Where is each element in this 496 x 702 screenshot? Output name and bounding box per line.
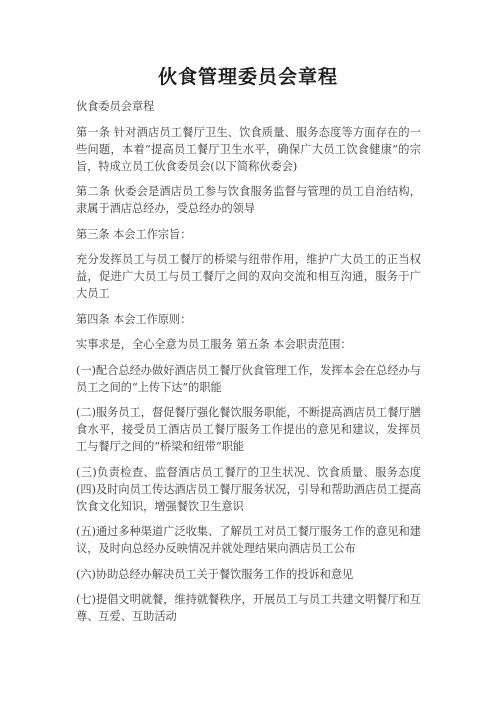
paragraph-article-4-heading: 第四条 本会工作原则： [76,312,192,326]
paragraph-duty-1: (一)配合总经办做好酒店员工餐厅伙食管理工作，发挥本会在总经办与员工之间的“上传下达”的职能 [76,363,421,394]
page-title: 伙食管理委员会章程 [157,66,338,88]
paragraph-duty-7: (七)提倡文明就餐，维持就餐秩序，开展员工与员工共建文明餐厅和互尊、互爱、互助活动 [76,593,421,623]
paragraph-article-4-body: 实事求是，全心全意为员工服务 第五条 本会职责范围： [76,338,352,351]
paragraph-subtitle: 伙食委员会章程 [76,100,155,113]
paragraph-article-2: 第二条 伙委会是酒店员工参与饮食服务监督与管理的员工自治结构，隶属于酒店总经办，受总经办的领导 [76,185,421,215]
paragraph-article-3-heading: 第三条 本会工作宗旨： [76,227,192,241]
paragraph-article-3-body: 充分发挥员工与员工餐厅的桥梁与纽带作用，维护广大员工的正当权益，促进广大员工与员工餐厅之间的双向交流和相互沟通，服务于广大员工 [76,253,421,300]
paragraph-duty-2: (二)服务员工，督促餐厅强化餐饮服务职能，不断提高酒店员工餐厅膳食水平，接受员工酒店员工餐厅服务工作提出的意见和建议，发挥员工与餐厅之间的“桥梁和纽带”职能 [76,406,421,453]
document-body [76,98,421,634]
paragraph-duty-5: (五)通过多种渠道广泛收集、了解员工对员工餐厅服务工作的意见和建议，及时向总经办反映情况并就处理结果向酒店员工公布 [76,525,421,555]
paragraph-article-1: 第一条 针对酒店员工餐厅卫生、饮食质量、服务态度等方面存在的一些问题，本着“提高员工餐厅卫生水平，确保广大员工饮食健康”的宗旨，特成立员工伙食委员会(以下简称伙委会) [76,125,421,173]
paragraph-duty-3-4: (三)负责检查、监督酒店员工餐厅的卫生状况、饮食质量、服务态度 (四)及时向员工传达酒店员工餐厅服务状况，引导和帮助酒店员工提高饮食文化知识，增强餐饮卫生意识 [76,465,421,513]
paragraph-duty-6: (六)协助总经办解决员工关于餐饮服务工作的投诉和意见 [76,567,354,581]
